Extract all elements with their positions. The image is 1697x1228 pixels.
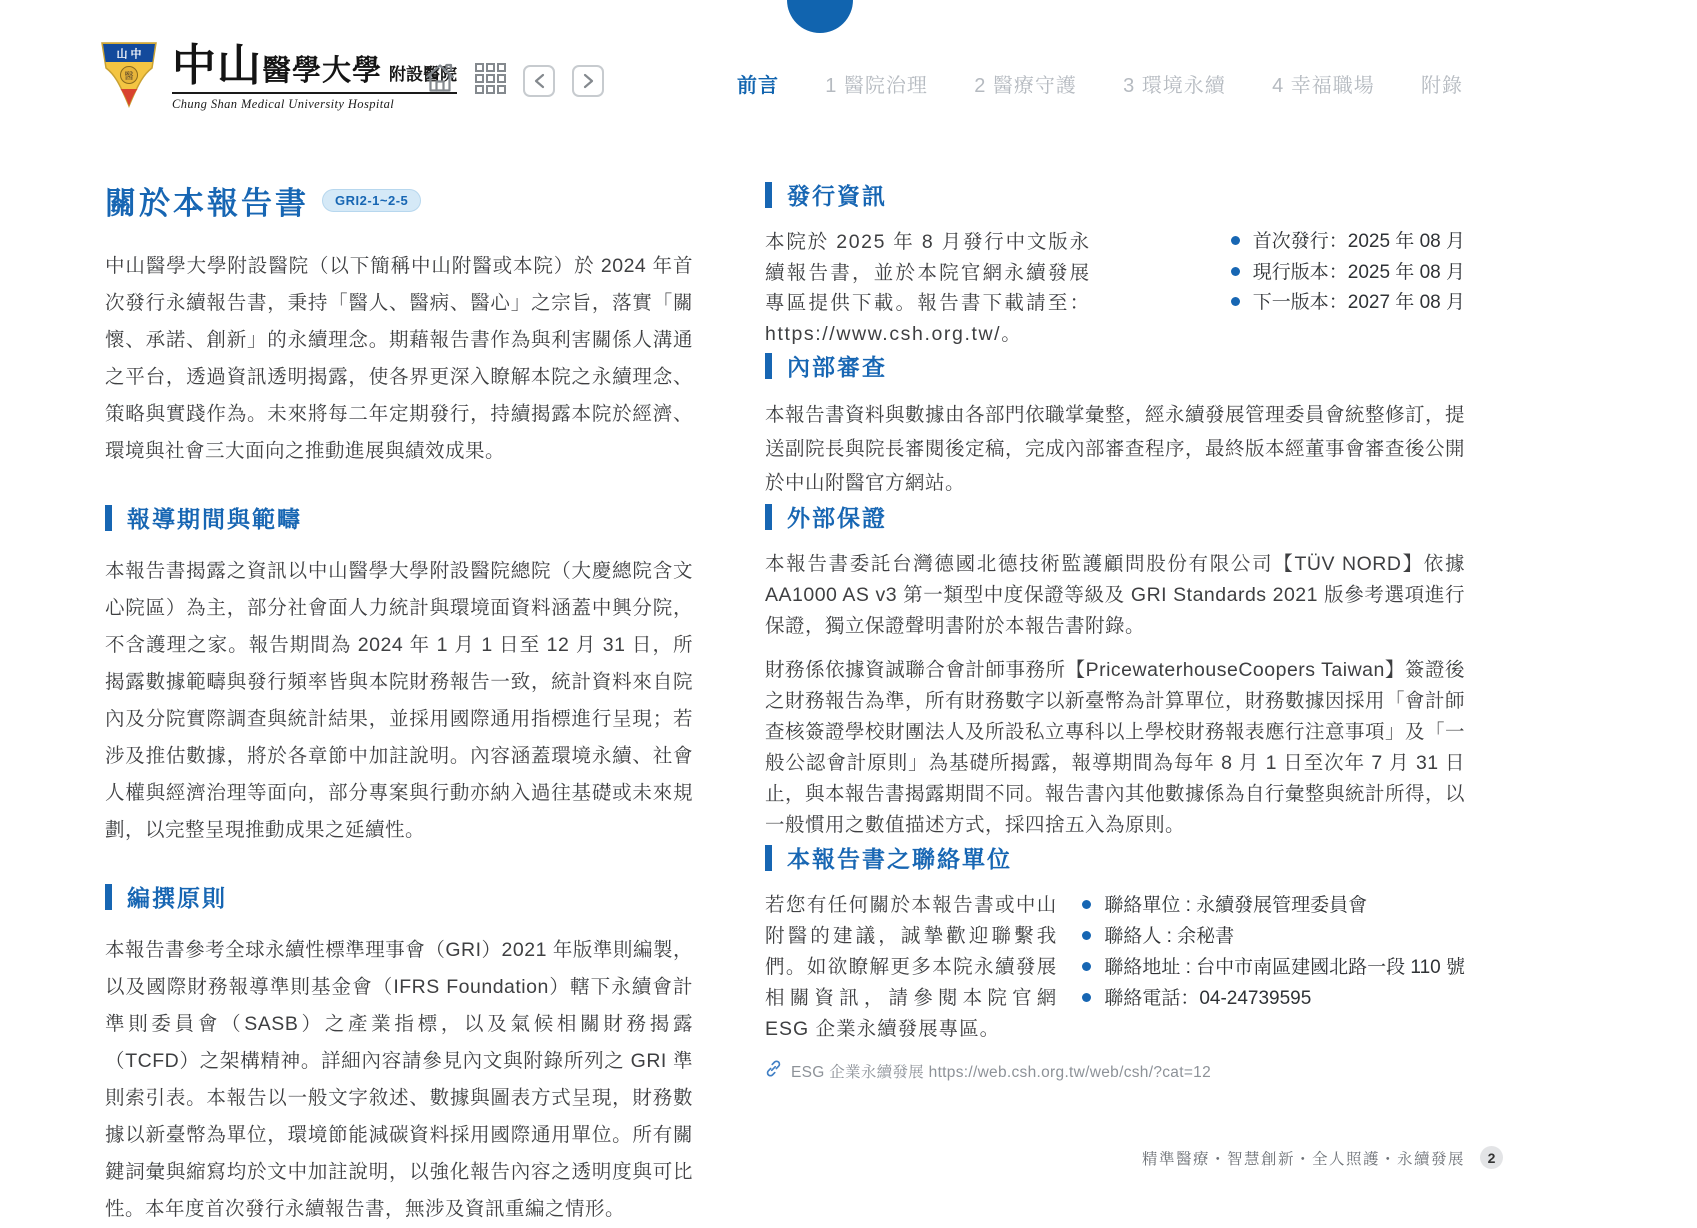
internal-review-paragraph: 本報告書資料與數據由各部門依職掌彙整，經永續發展管理委員會統整修訂，提送副院長與院長審閱後定稿，完成內部審查程序，最終版本經董事會審查後公開於中山附醫官方網站。 <box>765 404 1466 494</box>
bullet-dot-icon <box>1231 297 1240 306</box>
tab-medical-care[interactable]: 2 醫療守護 <box>974 75 1077 97</box>
reporting-period-paragraph: 本報告書揭露之資訊以中山醫學大學附設醫院總院（大慶總院含文心院區）為主，部分社會面人力統計與環境面資料涵蓋中興分院，不含護理之家。報告期間為 2024 年 1 月 1 日至 12 月 31 日，所揭露數據範疇與發行頻率皆與本院財務報告一致，統計資料來自院內及分院實際調查與統計結果，並採用國際通用指標進行呈現；若涉及推估數據，將於各章節中加註說明。內容涵蓋環境永續、社會人權與經濟治理等面向，部分專案與行動亦納入過往基礎或未來規劃，以完整呈現推動成果之延續性。 <box>105 560 693 841</box>
chevron-right-icon <box>583 73 594 89</box>
section-heading-external-assurance: 外部保證 <box>765 500 1465 533</box>
chevron-left-icon <box>534 73 545 89</box>
tab-workplace[interactable]: 4 幸福職場 <box>1272 75 1375 97</box>
list-item: 聯絡地址 : 台中市南區建國北路一段 110 號 <box>1082 952 1465 983</box>
bullet-dot-icon <box>1082 962 1091 971</box>
hospital-badge-icon <box>100 42 158 113</box>
bullet-dot-icon <box>1082 900 1091 909</box>
left-column <box>105 178 693 1228</box>
grid-menu-icon[interactable] <box>475 63 506 99</box>
section-heading-internal-review: 內部審查 <box>765 349 1465 382</box>
section-heading-compilation-principles: 編撰原則 <box>105 880 693 913</box>
tab-environment[interactable]: 3 環境永續 <box>1123 75 1226 97</box>
list-item: 首次發行：2025 年 08 月 <box>1231 227 1465 258</box>
page-footer <box>1142 1146 1503 1169</box>
tab-appendix[interactable]: 附錄 <box>1421 75 1463 97</box>
gri-badge: GRI2-1~2-5 <box>322 189 421 212</box>
publication-paragraph: 本院於 2025 年 8 月發行中文版永續報告書，並於本院官網永續發展專區提供下載。報告書下載請至：https://www.csh.org.tw/。 <box>765 231 1091 345</box>
page-title: 關於本報告書 <box>105 186 309 221</box>
bullet-dot-icon <box>1082 931 1091 940</box>
list-item: 現行版本：2025 年 08 月 <box>1231 258 1465 289</box>
badge-emblem-text: 醫 <box>124 71 134 81</box>
link-icon <box>765 1060 782 1082</box>
section-heading-contact-unit: 本報告書之聯絡單位 <box>765 841 1465 874</box>
chapter-nav <box>737 69 1463 98</box>
esg-link[interactable]: ESG 企業永續發展 https://web.csh.org.tw/web/csh/?cat=12 <box>791 1064 1212 1081</box>
heading-bar <box>105 884 112 910</box>
list-item: 下一版本：2027 年 08 月 <box>1231 288 1465 319</box>
badge-top-text: 山 中 <box>116 48 142 61</box>
tab-foreword[interactable]: 前言 <box>737 75 779 97</box>
list-item: 聯絡單位 : 永續發展管理委員會 <box>1082 890 1465 921</box>
publication-dates-list <box>1231 227 1465 319</box>
list-item: 聯絡電話：04-24739595 <box>1082 983 1465 1014</box>
heading-bar <box>765 504 772 530</box>
right-column <box>765 178 1465 1082</box>
tab-governance[interactable]: 1 醫院治理 <box>825 75 928 97</box>
hospital-name-zh: 中山 醫學大學 附設醫院 <box>172 40 458 90</box>
previous-page-button[interactable] <box>523 65 555 97</box>
compilation-principles-paragraph: 本報告書參考全球永續性標準理事會（GRI）2021 年版準則編製，以及國際財務報導準則基金會（IFRS Foundation）轄下永續會計準則委員會（SASB）之產業指標，以及氣候相關財務揭露（TCFD）之架構精神。詳細內容請參見內文與附錄所列之 GRI 準則索引表。本報告以一般文字敘述、數據與圖表方式呈現，財務數據以新臺幣為單位，環境節能減碳資料採用國際通用單位。所有關鍵詞彙與縮寫均於文中加註說明，以強化報告內容之透明度與可比性。本年度首次發行永續報告書，無涉及資訊重編之情形。 <box>105 939 693 1220</box>
heading-bar <box>765 182 772 208</box>
next-page-button[interactable] <box>572 65 604 97</box>
heading-bar <box>765 845 772 871</box>
contact-info-list <box>1082 890 1465 1014</box>
bullet-dot-icon <box>1231 267 1240 276</box>
external-assurance-paragraph-2: 財務係依據資誠聯合會計師事務所【PricewaterhouseCoopers Taiwan】簽證後之財務報告為準，所有財務數字以新臺幣為計算單位，財務數據因採用「會計師查核簽證學校財團法人及所設私立專科以上學校財務報表應行注意事項」及「一般公認會計原則」為基礎所揭露，報導期間為每年 8 月 1 日至次年 7 月 31 日止，與本報告書揭露期間不同。報告書內其他數據係為自行彙整與統計所得，以一般慣用之數值描述方式，採四捨五入為原則。 <box>765 659 1466 836</box>
logo-divider <box>172 92 457 94</box>
heading-bar <box>105 505 112 531</box>
bullet-dot-icon <box>1231 236 1240 245</box>
section-heading-publication-info: 發行資訊 <box>765 178 1465 211</box>
hospital-name-en: Chung Shan Medical University Hospital <box>172 96 395 111</box>
home-icon[interactable] <box>422 60 458 101</box>
intro-paragraph: 中山醫學大學附設醫院（以下簡稱中山附醫或本院）於 2024 年首次發行永續報告書，秉持「醫人、醫病、醫心」之宗旨，落實「關懷、承諾、創新」的永續理念。期藉報告書作為與利害關係人溝通之平台，透過資訊透明揭露，使各界更深入瞭解本院之永續理念、策略與實踐作為。未來將每二年定期發行，持續揭露本院於經濟、環境與社會三大面向之推動進展與績效成果。 <box>105 255 693 462</box>
top-center-tab <box>787 0 853 33</box>
footer-slogan: 精準醫療・智慧創新・全人照護・永續發展 <box>1141 1150 1465 1168</box>
external-assurance-paragraph-1: 本報告書委託台灣德國北德技術監護顧問股份有限公司【TÜV NORD】依據 AA1000 AS v3 第一類型中度保證等級及 GRI Standards 2021 版參考選項進行保證，獨立保證聲明書附於本報告書附錄。 <box>765 553 1465 637</box>
contact-paragraph: 若您有任何關於本報告書或中山附醫的建議，誠摯歡迎聯繫我們。如欲瞭解更多本院永續發展相關資訊，請參閱本院官網 ESG 企業永續發展專區。 <box>765 894 1058 1040</box>
list-item: 聯絡人 : 余秘書 <box>1082 921 1465 952</box>
bullet-dot-icon <box>1082 993 1091 1002</box>
heading-bar <box>765 353 772 379</box>
hospital-logo <box>100 42 457 113</box>
section-heading-reporting-period: 報導期間與範疇 <box>105 501 693 534</box>
page-number-badge: 2 <box>1480 1146 1503 1169</box>
